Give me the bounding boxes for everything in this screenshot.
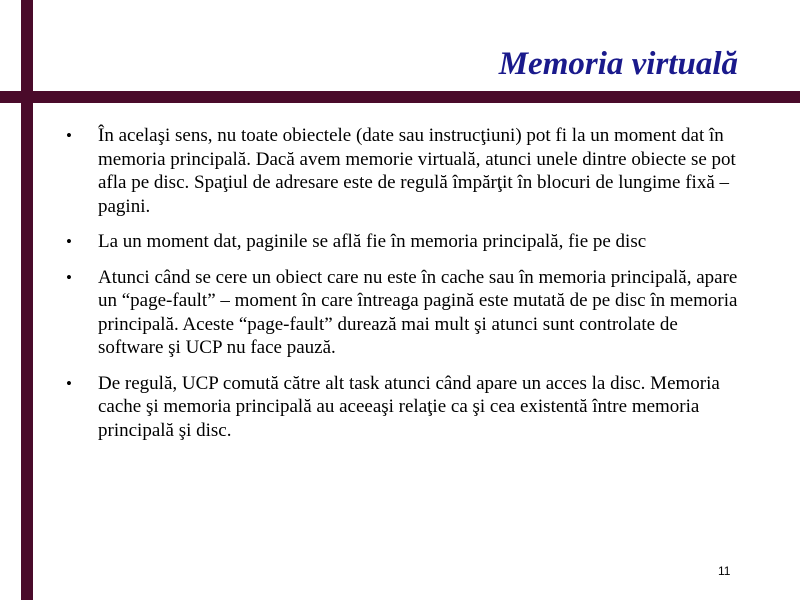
bullet-text: La un moment dat, paginile se află fie în memoria principală, fie pe disc bbox=[98, 231, 647, 252]
bullet-item bbox=[66, 230, 746, 254]
vertical-accent-bar bbox=[21, 0, 33, 600]
page-number: 11 bbox=[718, 564, 731, 578]
bullet-list bbox=[66, 124, 746, 454]
slide-title: Memoria virtuală bbox=[498, 46, 738, 82]
bullet-text: De regulă, UCP comută către alt task atunci când apare un acces la disc. Memoria cache şi memoria principală au aceeaşi relaţie ca şi cea existentă între memoria principală şi disc. bbox=[98, 372, 720, 441]
bullet-text: Atunci când se cere un obiect care nu este în cache sau în memoria principală, apare un “page-fault” – moment în care întreaga pagină este mutată de pe disc în memoria principală. Aceste “page-fault” durează mai mult şi atunci sunt controlate de software şi UCP nu face pauză. bbox=[98, 266, 738, 358]
bullet-item bbox=[66, 124, 746, 218]
bullet-icon: • bbox=[66, 126, 72, 145]
horizontal-accent-bar bbox=[0, 91, 800, 103]
bullet-icon: • bbox=[66, 373, 72, 393]
bullet-item bbox=[66, 372, 746, 443]
bullet-text: În acelaşi sens, nu toate obiectele (date sau instrucţiuni) pot fi la un moment dat în memoria principală. Dacă avem memorie virtuală, atunci unele dintre obiecte se pot afla pe disc. Spaţiul de adresare este de regulă împărţit în blocuri de lungime fixă – pagini. bbox=[98, 125, 736, 217]
bullet-item bbox=[66, 266, 746, 360]
bullet-icon: • bbox=[66, 267, 72, 287]
bullet-icon: • bbox=[66, 232, 72, 251]
